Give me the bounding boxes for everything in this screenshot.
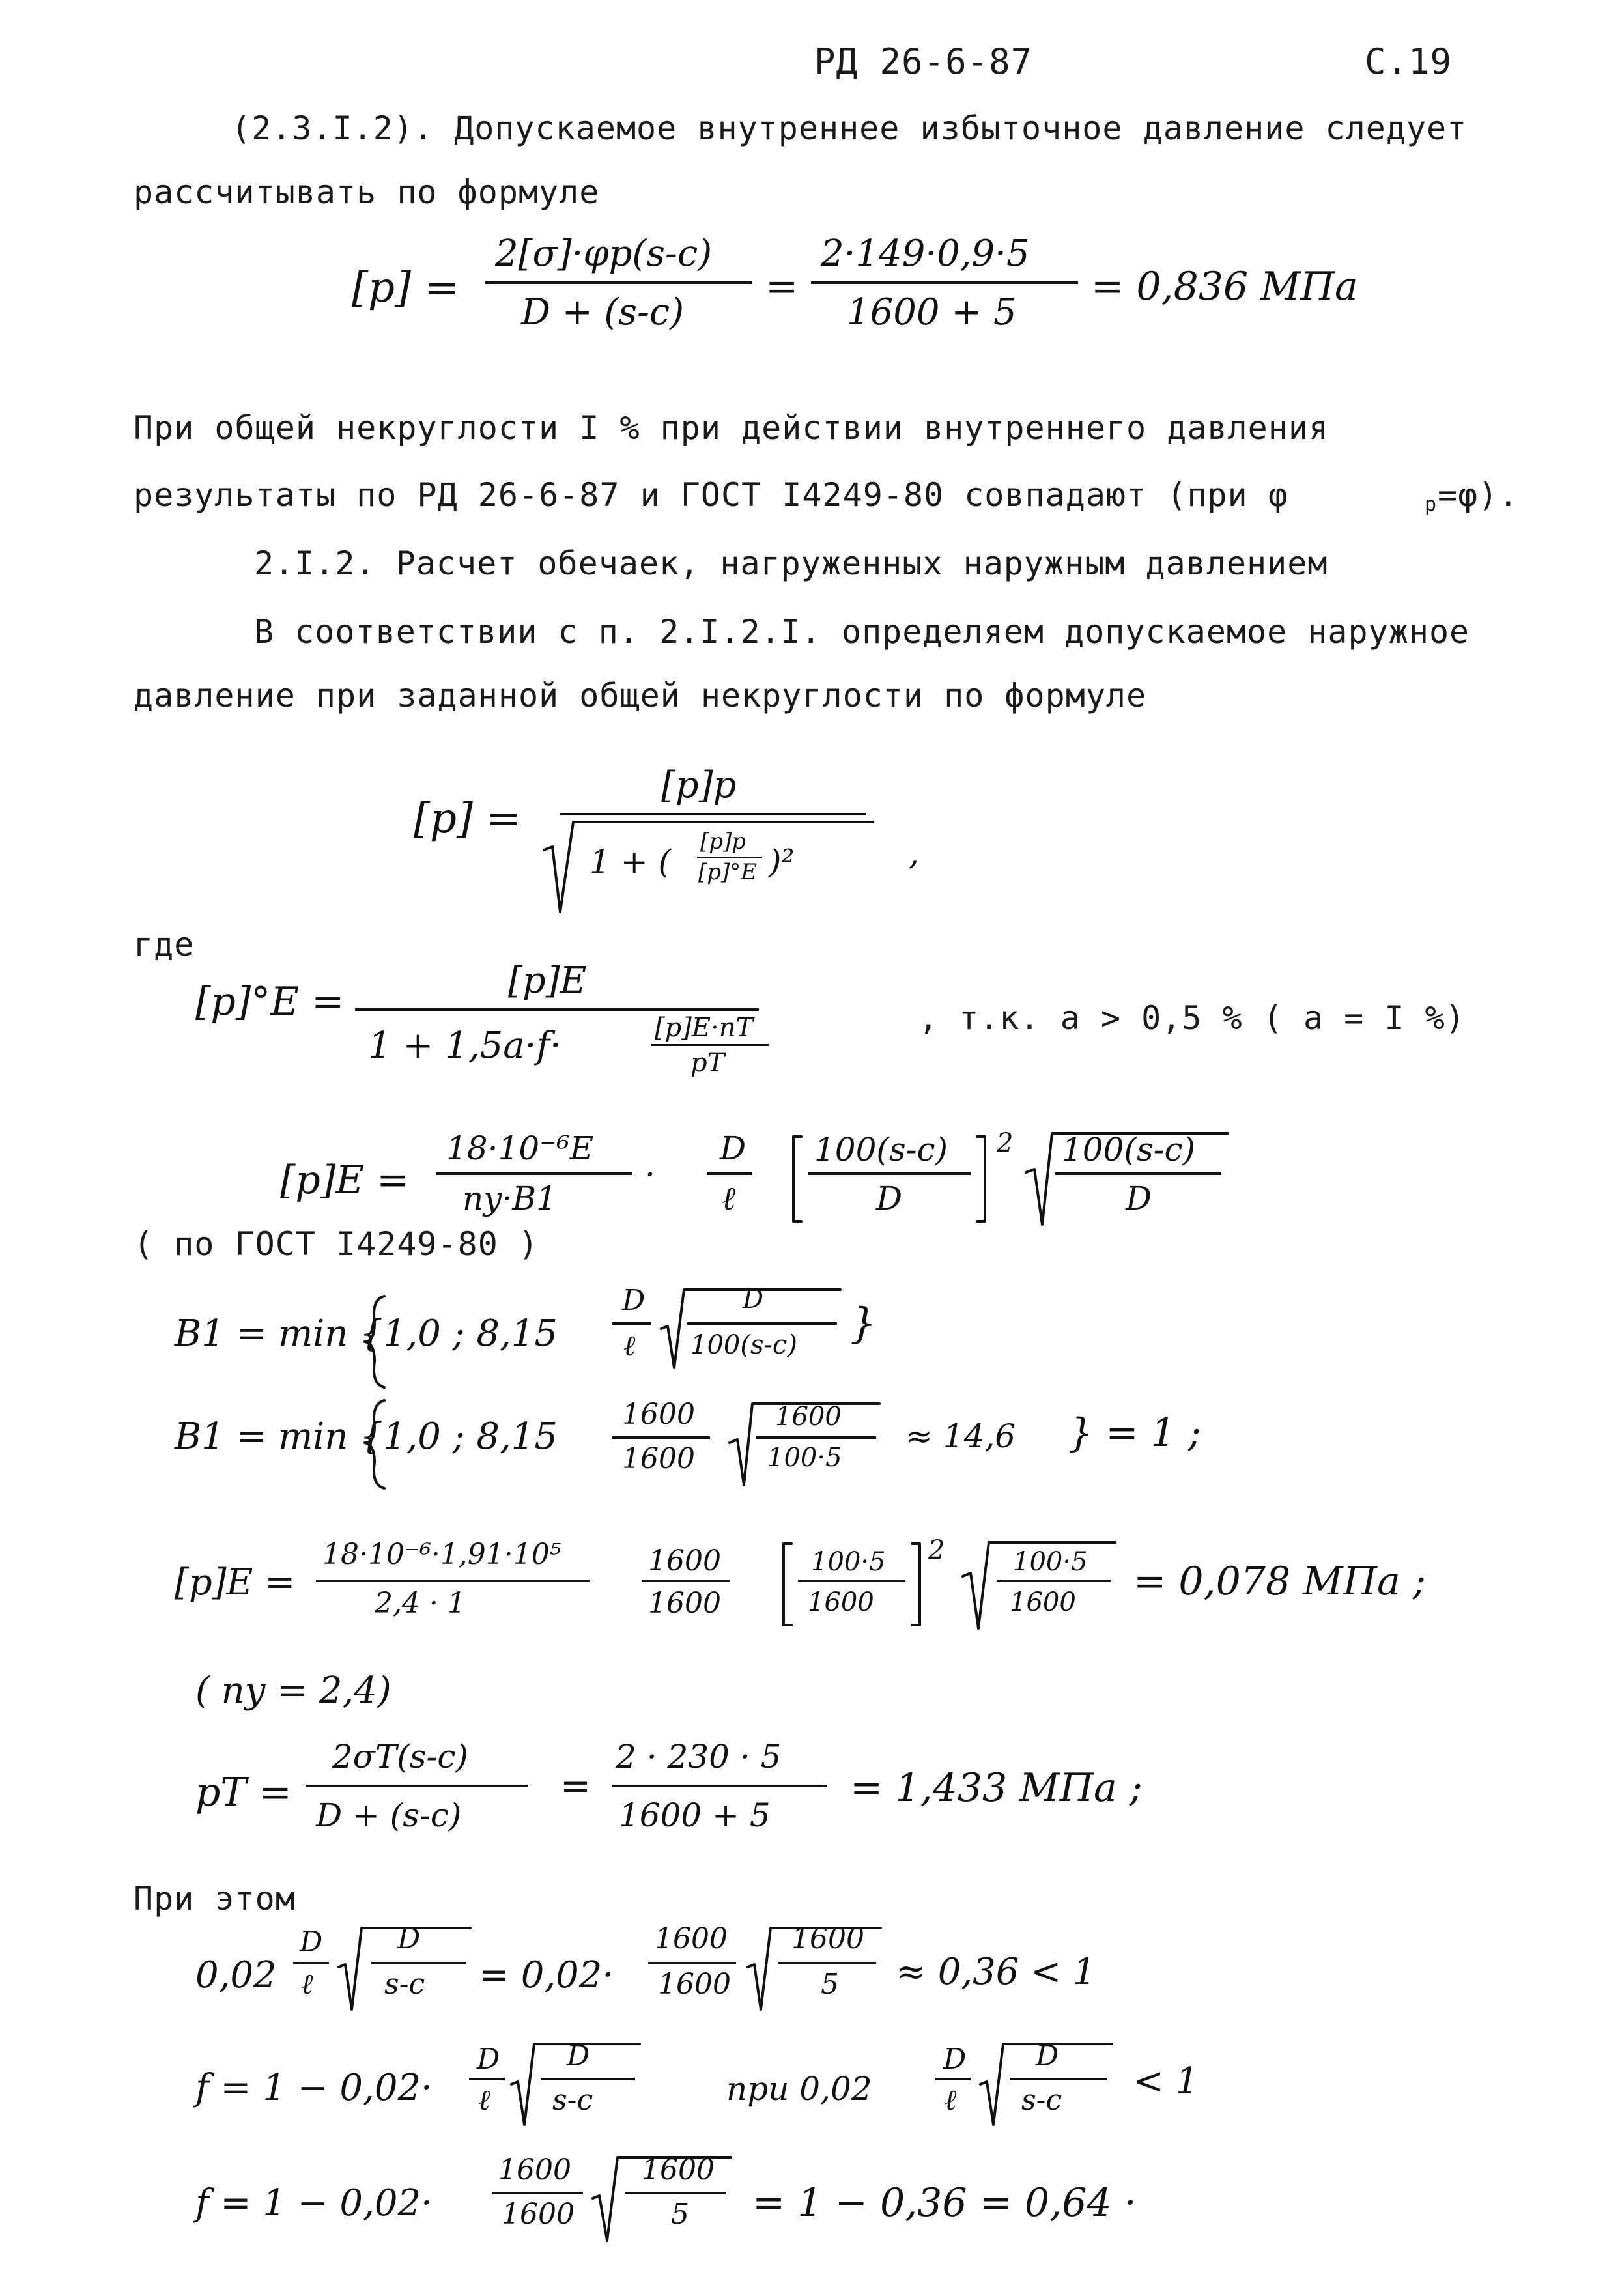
formula-9-numerator-1: 2σT(s-c) — [332, 1738, 468, 1776]
formula-2-denominator-suffix: )² — [769, 843, 795, 881]
formula-12-sqrt-denominator: 5 — [671, 2198, 689, 2231]
paragraph-1-line-1: (2.3.I.2). Допускаемое внутреннее избыточное давление следует — [231, 109, 1468, 147]
formula-3-numerator: [p]E — [508, 959, 587, 1002]
fraction-bar — [808, 1172, 971, 1175]
right-bracket — [912, 1544, 920, 1625]
formula-10-middle: = 0,02· — [479, 1954, 614, 1996]
formula-10-prefix: 0,02 — [195, 1954, 277, 1996]
formula-11-sqrt-numerator: D — [567, 2039, 590, 2073]
paragraph-2-line-2: результаты по РД 26-6-87 и ГОСТ I4249-80 совпадают (при φ — [134, 476, 1288, 514]
formula-4-denominator-1: ny·B1 — [462, 1180, 557, 1217]
formula-4-dot: · — [645, 1155, 655, 1193]
formula-11-condition: при 0,02 — [726, 2070, 872, 2108]
formula-2-trailing-comma: , — [909, 834, 919, 872]
formula-7-bracket-denominator: 1600 — [808, 1587, 874, 1617]
formula-4-bracket-numerator: 100(s-c) — [814, 1131, 948, 1169]
fraction-bar — [560, 813, 866, 815]
formula-7-sqrt-numerator: 100·5 — [1013, 1547, 1088, 1577]
fraction-bar — [651, 1044, 769, 1046]
formula-11-fraction-denominator: ℓ — [478, 2084, 490, 2117]
fraction-bar — [811, 281, 1078, 284]
condition-text: , т.к. a > 0,5 % ( a = I %) — [918, 999, 1466, 1037]
formula-9-numerator-2: 2 · 230 · 5 — [616, 1738, 782, 1776]
formula-1-result: = 0,836 МПа — [1091, 264, 1358, 309]
formula-11-sqrt-denominator: s-c — [552, 2084, 593, 2117]
fraction-bar — [612, 1785, 827, 1787]
fraction-bar — [612, 1322, 651, 1325]
formula-7-sqrt-denominator: 1600 — [1010, 1587, 1076, 1617]
document-code: РД 26-6-87 — [814, 41, 1033, 82]
fraction-bar — [1055, 1172, 1221, 1175]
paragraph-2-line-1: При общей некруглости I % при действии внутреннего давления — [134, 409, 1329, 447]
fraction-bar — [687, 1322, 837, 1325]
formula-10-sqrt-numerator: D — [397, 1922, 421, 1955]
formula-4-lhs: [p]E = — [280, 1157, 410, 1203]
formula-5-fraction-denominator: ℓ — [623, 1329, 636, 1363]
formula-12-numerator: 1600 — [498, 2153, 571, 2187]
formula-1-denominator-1: D + (s-c) — [521, 291, 685, 333]
formula-10-denominator-2: 1600 — [658, 1968, 731, 2001]
formula-12-lhs: f = 1 − 0,02· — [195, 2182, 433, 2224]
formula-3-inner-denominator: pT — [690, 1048, 725, 1078]
fraction-bar — [997, 1580, 1111, 1582]
formula-11-condition-sqrt-denominator: s-c — [1021, 2084, 1062, 2117]
fraction-bar — [316, 1580, 590, 1582]
formula-4-sqrt-numerator: 100(s-c) — [1062, 1131, 1196, 1169]
fraction-bar — [612, 1436, 710, 1439]
paragraph-3-line-1: В соответствии с п. 2.I.2.I. определяем допускаемое наружное — [254, 613, 1470, 651]
fraction-bar — [778, 1962, 876, 1964]
fraction-bar — [293, 1962, 329, 1964]
formula-11-condition-sqrt-numerator: D — [1036, 2039, 1059, 2073]
formula-7-lhs: [p]E = — [175, 1561, 296, 1604]
formula-4-sqrt-denominator: D — [1126, 1180, 1152, 1217]
fraction-bar — [355, 1008, 759, 1011]
formula-7-result: = 0,078 МПа ; — [1133, 1559, 1427, 1604]
formula-2-inner-denominator: [p]°E — [698, 859, 758, 885]
formula-9-result: = 1,433 МПа ; — [850, 1765, 1143, 1811]
formula-6-lhs: B1 = min {1,0 ; 8,15 — [175, 1415, 558, 1458]
formula-10-result: ≈ 0,36 < 1 — [896, 1951, 1096, 1993]
formula-12-result: = 1 − 0,36 = 0,64 · — [752, 2180, 1137, 2226]
section-title: 2.I.2. Расчет обечаек, нагруженных наружным давлением — [254, 545, 1328, 582]
formula-8-safety-factor: ( ny = 2,4) — [195, 1669, 391, 1712]
formula-9-denominator-1: D + (s-c) — [316, 1796, 462, 1834]
formula-12-denominator: 1600 — [502, 2198, 575, 2231]
formula-5-close-brace: } — [850, 1299, 877, 1348]
formula-3-inner-numerator: [p]E·nT — [655, 1013, 754, 1043]
where-label: где — [134, 926, 195, 963]
fraction-bar — [697, 857, 762, 858]
formula-7-power: 2 — [928, 1535, 945, 1565]
formula-11-fraction-numerator: D — [477, 2043, 500, 2076]
fraction-bar — [371, 1962, 466, 1964]
formula-6-close: } = 1 ; — [1068, 1410, 1202, 1456]
formula-4-denominator-2: ℓ — [722, 1180, 735, 1217]
formula-10-sqrt-denominator: s-c — [384, 1968, 425, 2001]
formula-6-fraction-numerator: 1600 — [622, 1398, 695, 1431]
formula-10-sqrt2-denominator: 5 — [821, 1968, 839, 2001]
formula-10-fraction-denominator: ℓ — [301, 1968, 313, 2001]
formula-9-equals: = — [560, 1765, 591, 1807]
formula-6-sqrt-denominator: 100·5 — [767, 1443, 842, 1473]
fraction-bar — [707, 1172, 752, 1175]
fraction-bar — [642, 1580, 730, 1582]
formula-5-sqrt-numerator: D — [743, 1284, 764, 1314]
formula-11-condition-fraction-denominator: ℓ — [945, 2084, 957, 2117]
formula-5-fraction-numerator: D — [622, 1284, 646, 1317]
formula-10-sqrt2-numerator: 1600 — [791, 1922, 864, 1955]
formula-4-bracket-denominator: D — [876, 1180, 903, 1217]
formula-11-condition-fraction-numerator: D — [943, 2043, 967, 2076]
left-bracket — [793, 1137, 801, 1221]
formula-1-lhs: [p] = — [352, 264, 459, 312]
formula-1-denominator-2: 1600 + 5 — [847, 291, 1017, 333]
formula-6-fraction-denominator: 1600 — [622, 1442, 695, 1475]
paragraph-2-line-2-tail: =φ). — [1438, 476, 1519, 514]
formula-11-lhs: f = 1 − 0,02· — [195, 2067, 433, 2109]
formula-6-approx: ≈ 14,6 — [905, 1417, 1016, 1455]
paragraph-2-subscript: р — [1425, 493, 1438, 516]
fraction-bar — [648, 1962, 736, 1964]
fraction-bar — [1010, 2078, 1107, 2080]
left-bracket — [784, 1544, 791, 1625]
fraction-bar — [798, 1580, 905, 1582]
formula-7-numerator-2: 1600 — [648, 1544, 721, 1578]
formula-4-power: 2 — [997, 1128, 1014, 1158]
formula-7-denominator-2: 1600 — [648, 1587, 721, 1620]
formula-2-inner-numerator: [p]p — [700, 829, 746, 855]
formula-5-lhs: B1 = min {1,0 ; 8,15 — [175, 1312, 558, 1355]
formula-4-numerator-2: D — [720, 1129, 746, 1167]
fraction-bar — [625, 2192, 726, 2194]
formula-9-denominator-2: 1600 + 5 — [619, 1796, 771, 1834]
formula-2-denominator-prefix: 1 + ( — [590, 843, 671, 881]
formula-7-bracket-numerator: 100·5 — [811, 1547, 886, 1577]
formula-3-denominator-prefix: 1 + 1,5a·f· — [368, 1025, 561, 1067]
fraction-bar — [485, 281, 752, 284]
formula-7-denominator-1: 2,4 · 1 — [375, 1587, 466, 1620]
formula-1-equals: = — [765, 264, 799, 309]
fraction-bar — [756, 1436, 876, 1439]
formula-5-sqrt-denominator: 100(s-c) — [690, 1330, 798, 1360]
paragraph-1-line-2: рассчитывать по формуле — [134, 173, 600, 211]
formula-6-sqrt-numerator: 1600 — [775, 1402, 842, 1432]
fraction-bar — [492, 2192, 583, 2194]
fraction-bar — [541, 2078, 635, 2080]
formula-2-numerator: [p]p — [661, 764, 737, 806]
formula-3-lhs: [p]°E = — [195, 979, 345, 1025]
right-bracket — [977, 1137, 985, 1221]
formula-9-lhs: pT = — [195, 1770, 292, 1815]
formula-4-numerator-1: 18·10⁻⁶E — [446, 1129, 594, 1167]
formula-7-numerator-1: 18·10⁻⁶·1,91·10⁵ — [322, 1538, 561, 1571]
page-number: С.19 — [1365, 41, 1453, 82]
fraction-bar — [306, 1785, 528, 1787]
paragraph-3-line-2: давление при заданной общей некруглости по формуле — [134, 677, 1147, 715]
formula-10-fraction-numerator: D — [300, 1925, 323, 1959]
formula-12-sqrt-numerator: 1600 — [642, 2153, 715, 2187]
fraction-bar — [469, 2078, 505, 2080]
formula-1-numerator-1: 2[σ]·φp(s-c) — [495, 233, 713, 275]
formula-11-condition-result: < 1 — [1133, 2060, 1199, 2103]
pri-etom-label: При этом — [134, 1880, 296, 1918]
fraction-bar — [436, 1172, 632, 1175]
formula-1-numerator-2: 2·149·0,9·5 — [821, 233, 1030, 275]
fraction-bar — [935, 2078, 971, 2080]
by-gost-note: ( по ГОСТ I4249-80 ) — [134, 1225, 539, 1263]
formula-2-lhs: [p] = — [414, 795, 521, 843]
formula-10-numerator-2: 1600 — [655, 1922, 728, 1955]
